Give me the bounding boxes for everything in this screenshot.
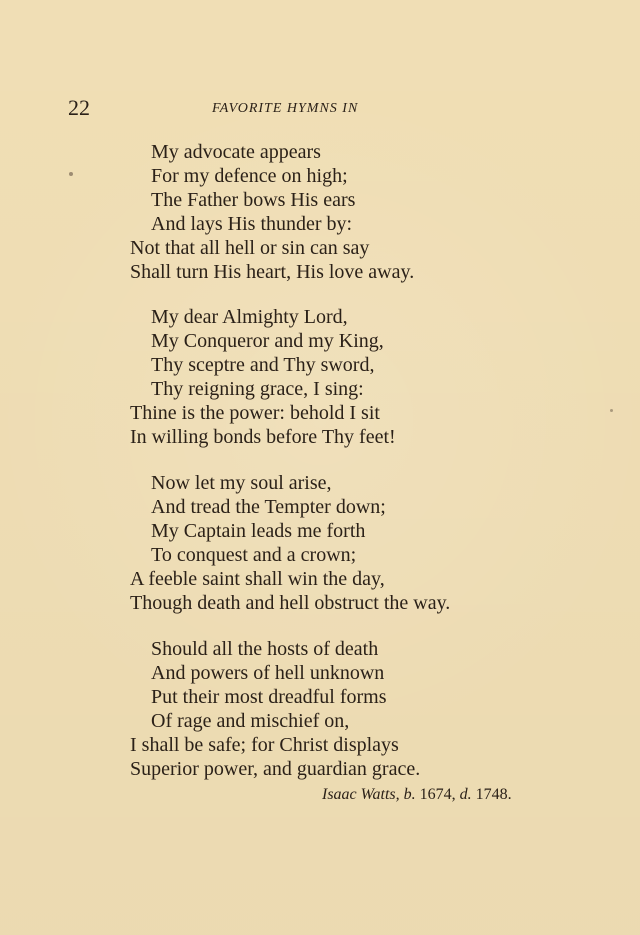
poem-line: To conquest and a crown; xyxy=(151,544,357,566)
stanza-2 xyxy=(130,305,490,449)
poem-line: A feeble saint shall win the day, xyxy=(130,568,385,590)
margin-mark xyxy=(69,172,73,176)
poem-line: My dear Almighty Lord, xyxy=(151,306,348,328)
poem-line: In willing bonds before Thy feet! xyxy=(130,426,396,448)
poem-line: Put their most dreadful forms xyxy=(151,686,387,708)
poem-line: Thine is the power: behold I sit xyxy=(130,402,380,424)
page-number: 22 xyxy=(68,95,90,120)
stanza-4 xyxy=(130,637,490,781)
stanza-3 xyxy=(130,471,490,615)
page-speck xyxy=(610,409,613,412)
poem-line: My Captain leads me forth xyxy=(151,520,366,542)
page-header xyxy=(68,97,390,127)
poem-line: Of rage and mischief on, xyxy=(151,710,350,732)
poem-line: And powers of hell unknown xyxy=(151,662,385,684)
author-name: Isaac Watts, xyxy=(322,786,400,803)
poem-line: My Conqueror and my King, xyxy=(151,330,384,352)
poem-line: Thy reigning grace, I sing: xyxy=(151,378,364,400)
poem-line: Now let my soul arise, xyxy=(151,472,332,494)
poem-line: Should all the hosts of death xyxy=(151,638,379,660)
poem-line: And lays His thunder by: xyxy=(151,213,353,235)
poem-line: Superior power, and guardian grace. xyxy=(130,758,421,780)
poem-line: And tread the Tempter down; xyxy=(151,496,386,518)
hymn-attribution xyxy=(322,786,512,804)
poem-line: Thy sceptre and Thy sword, xyxy=(151,354,375,376)
death-prefix: d. xyxy=(459,786,472,803)
poem-line: Though death and hell obstruct the way. xyxy=(130,592,451,614)
birth-prefix: b. xyxy=(403,786,416,803)
poem-line: For my defence on high; xyxy=(151,165,348,187)
poem-line: The Father bows His ears xyxy=(151,189,356,211)
poem-line: Not that all hell or sin can say xyxy=(130,237,370,259)
poem-line: My advocate appears xyxy=(151,141,321,163)
running-title: FAVORITE HYMNS IN xyxy=(212,101,359,116)
death-year: 1748. xyxy=(475,786,512,803)
birth-year: 1674, xyxy=(419,786,456,803)
poem-line: Shall turn His heart, His love away. xyxy=(130,261,415,283)
poem-line: I shall be safe; for Christ displays xyxy=(130,734,399,756)
stanza-1 xyxy=(130,140,490,284)
